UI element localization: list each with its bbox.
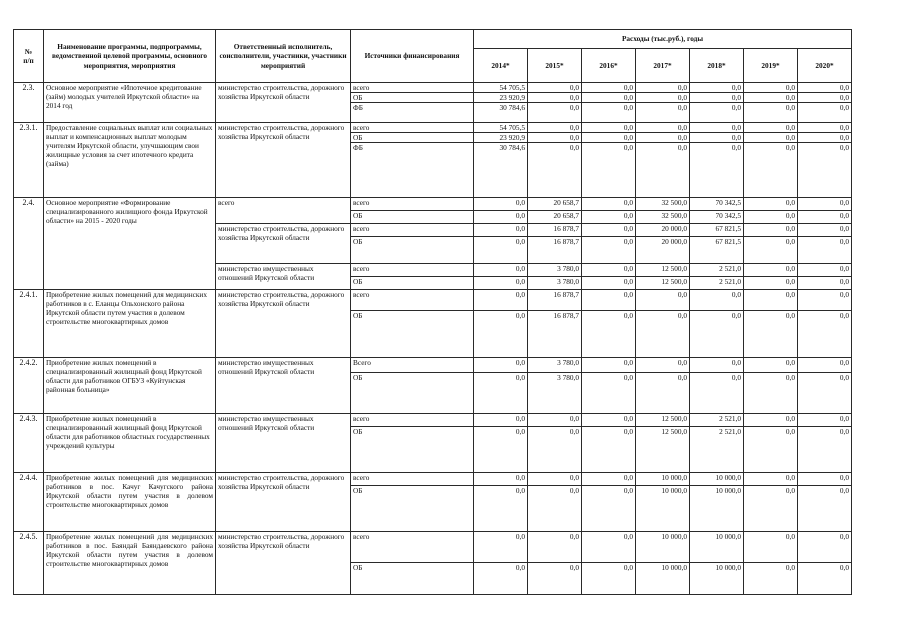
value-cell: 0,0	[798, 373, 852, 414]
value-cell: 10 000,0	[636, 563, 690, 595]
header-executor: Ответственный исполнитель, соисполнители, участники, участники мероприятий	[216, 30, 351, 83]
value-cell: 3 780,0	[528, 264, 582, 277]
value-cell: 0,0	[744, 311, 798, 358]
table-row	[14, 83, 852, 93]
value-cell: 0,0	[690, 133, 744, 143]
value-cell: 0,0	[798, 143, 852, 198]
value-cell: 0,0	[636, 103, 690, 123]
row-source: ОБ	[351, 427, 474, 473]
value-cell: 67 821,5	[690, 224, 744, 237]
row-source: ОБ	[351, 133, 474, 143]
value-cell: 32 500,0	[636, 211, 690, 224]
row-executor: министерство строительства, дорожного хозяйства Иркутской области	[216, 532, 351, 595]
row-source: ОБ	[351, 563, 474, 595]
table-row	[14, 473, 852, 486]
value-cell: 0,0	[582, 123, 636, 133]
row-source: всего	[351, 198, 474, 211]
row-code: 2.4.	[14, 198, 44, 290]
value-cell: 0,0	[474, 311, 528, 358]
value-cell: 0,0	[798, 427, 852, 473]
value-cell: 0,0	[582, 198, 636, 211]
header-year: 2014*	[474, 49, 528, 83]
row-name: Приобретение жилых помещений в специализированный жилищный фонд Иркутской области для работников областных государственных учреждений культуры	[44, 414, 216, 473]
row-source: ФБ	[351, 103, 474, 123]
value-cell: 0,0	[474, 264, 528, 277]
value-cell: 23 920,9	[474, 133, 528, 143]
value-cell: 2 521,0	[690, 264, 744, 277]
value-cell: 0,0	[744, 133, 798, 143]
value-cell: 16 878,7	[528, 311, 582, 358]
value-cell: 0,0	[474, 427, 528, 473]
value-cell: 0,0	[744, 427, 798, 473]
value-cell: 67 821,5	[690, 237, 744, 264]
table-row	[14, 123, 852, 133]
value-cell: 0,0	[744, 103, 798, 123]
header-year: 2020*	[798, 49, 852, 83]
table-row	[14, 414, 852, 427]
value-cell: 70 342,5	[690, 198, 744, 211]
value-cell: 0,0	[798, 83, 852, 93]
value-cell: 2 521,0	[690, 414, 744, 427]
value-cell: 2 521,0	[690, 277, 744, 290]
row-executor: министерство строительства, дорожного хозяйства Иркутской области	[216, 123, 351, 198]
value-cell: 0,0	[798, 133, 852, 143]
value-cell: 0,0	[474, 358, 528, 373]
value-cell: 0,0	[582, 290, 636, 311]
row-name: Приобретение жилых помещений в специализированный жилищный фонд Иркутской области для работников ОГБУЗ «Куйтунская районная больница»	[44, 358, 216, 414]
row-source: ОБ	[351, 373, 474, 414]
row-executor: министерство строительства, дорожного хозяйства Иркутской области	[216, 290, 351, 358]
value-cell: 0,0	[744, 143, 798, 198]
value-cell: 0,0	[690, 143, 744, 198]
row-source: ОБ	[351, 211, 474, 224]
value-cell: 0,0	[474, 414, 528, 427]
value-cell: 0,0	[474, 237, 528, 264]
value-cell: 0,0	[474, 473, 528, 486]
value-cell: 3 780,0	[528, 277, 582, 290]
value-cell: 0,0	[582, 563, 636, 595]
value-cell: 0,0	[798, 103, 852, 123]
value-cell: 0,0	[528, 473, 582, 486]
value-cell: 0,0	[798, 290, 852, 311]
value-cell: 0,0	[798, 237, 852, 264]
value-cell: 10 000,0	[636, 473, 690, 486]
row-executor: всего	[216, 198, 351, 224]
value-cell: 32 500,0	[636, 198, 690, 211]
value-cell: 0,0	[744, 563, 798, 595]
header-year: 2019*	[744, 49, 798, 83]
value-cell: 0,0	[528, 486, 582, 532]
value-cell: 12 500,0	[636, 427, 690, 473]
value-cell: 0,0	[636, 93, 690, 103]
value-cell: 0,0	[582, 103, 636, 123]
row-source: всего	[351, 224, 474, 237]
value-cell: 0,0	[582, 473, 636, 486]
table-row	[14, 198, 852, 211]
value-cell: 0,0	[690, 373, 744, 414]
header-year: 2017*	[636, 49, 690, 83]
table-row	[14, 290, 852, 311]
value-cell: 0,0	[690, 123, 744, 133]
value-cell: 0,0	[474, 277, 528, 290]
value-cell: 70 342,5	[690, 211, 744, 224]
value-cell: 0,0	[582, 237, 636, 264]
value-cell: 20 658,7	[528, 211, 582, 224]
value-cell: 0,0	[744, 198, 798, 211]
value-cell: 0,0	[528, 414, 582, 427]
value-cell: 0,0	[798, 414, 852, 427]
value-cell: 0,0	[528, 93, 582, 103]
value-cell: 0,0	[744, 93, 798, 103]
row-executor: министерство имущественных отношений Иркутской области	[216, 358, 351, 414]
value-cell: 0,0	[744, 358, 798, 373]
value-cell: 0,0	[474, 290, 528, 311]
value-cell: 0,0	[744, 237, 798, 264]
value-cell: 0,0	[744, 486, 798, 532]
value-cell: 0,0	[690, 290, 744, 311]
value-cell: 20 000,0	[636, 224, 690, 237]
value-cell: 0,0	[582, 486, 636, 532]
value-cell: 0,0	[528, 83, 582, 93]
value-cell: 10 000,0	[636, 486, 690, 532]
value-cell: 20 658,7	[528, 198, 582, 211]
table-header	[14, 30, 852, 83]
value-cell: 0,0	[690, 93, 744, 103]
value-cell: 0,0	[582, 414, 636, 427]
value-cell: 10 000,0	[690, 563, 744, 595]
header-year: 2015*	[528, 49, 582, 83]
value-cell: 0,0	[636, 373, 690, 414]
value-cell: 0,0	[744, 123, 798, 133]
header-num: № п/п	[14, 30, 44, 83]
value-cell: 3 780,0	[528, 358, 582, 373]
row-code: 2.3.1.	[14, 123, 44, 198]
value-cell: 0,0	[474, 563, 528, 595]
value-cell: 0,0	[582, 83, 636, 93]
value-cell: 0,0	[582, 143, 636, 198]
value-cell: 0,0	[528, 143, 582, 198]
value-cell: 0,0	[636, 143, 690, 198]
value-cell: 0,0	[474, 486, 528, 532]
value-cell: 54 705,5	[474, 123, 528, 133]
row-code: 2.4.4.	[14, 473, 44, 532]
row-name: Приобретение жилых помещений для медицинских работников в пос. Качуг Качугского района Иркутской области путем участия в долевом строительстве многоквартирных домов	[44, 473, 216, 532]
value-cell: 0,0	[798, 486, 852, 532]
value-cell: 0,0	[474, 211, 528, 224]
value-cell: 10 000,0	[690, 486, 744, 532]
row-source: всего	[351, 290, 474, 311]
row-source: всего	[351, 123, 474, 133]
row-source: ОБ	[351, 486, 474, 532]
value-cell: 0,0	[798, 277, 852, 290]
value-cell: 0,0	[474, 198, 528, 211]
value-cell: 10 000,0	[690, 532, 744, 563]
value-cell: 0,0	[636, 311, 690, 358]
value-cell: 0,0	[744, 211, 798, 224]
value-cell: 0,0	[690, 358, 744, 373]
value-cell: 0,0	[690, 103, 744, 123]
value-cell: 23 920,9	[474, 93, 528, 103]
budget-table	[13, 29, 852, 595]
value-cell: 0,0	[582, 264, 636, 277]
header-year: 2016*	[582, 49, 636, 83]
value-cell: 0,0	[582, 427, 636, 473]
value-cell: 16 878,7	[528, 224, 582, 237]
header-source: Источники финансирования	[351, 30, 474, 83]
value-cell: 0,0	[636, 358, 690, 373]
value-cell: 0,0	[636, 123, 690, 133]
value-cell: 0,0	[582, 532, 636, 563]
row-code: 2.3.	[14, 83, 44, 123]
value-cell: 0,0	[528, 123, 582, 133]
value-cell: 0,0	[582, 211, 636, 224]
row-executor: министерство строительства, дорожного хозяйства Иркутской области	[216, 224, 351, 264]
value-cell: 0,0	[582, 224, 636, 237]
value-cell: 0,0	[798, 123, 852, 133]
value-cell: 12 500,0	[636, 414, 690, 427]
row-name: Приобретение жилых помещений для медицинских работников в пос. Баяндай Баяндаевского района Иркутской области путем участия в долевом строительстве многоквартирных домов	[44, 532, 216, 595]
row-name: Основное мероприятие «Ипотечное кредитование (займ) молодых учителей Иркутской области» на 2014 год	[44, 83, 216, 123]
row-source: Всего	[351, 358, 474, 373]
value-cell: 0,0	[528, 103, 582, 123]
value-cell: 10 000,0	[636, 532, 690, 563]
value-cell: 0,0	[474, 373, 528, 414]
row-source: ОБ	[351, 93, 474, 103]
value-cell: 0,0	[744, 473, 798, 486]
value-cell: 0,0	[582, 358, 636, 373]
row-source: всего	[351, 532, 474, 563]
value-cell: 0,0	[798, 563, 852, 595]
value-cell: 0,0	[798, 211, 852, 224]
value-cell: 0,0	[528, 532, 582, 563]
value-cell: 10 000,0	[690, 473, 744, 486]
row-source: ФБ	[351, 143, 474, 198]
row-executor: министерство имущественных отношений Иркутской области	[216, 414, 351, 473]
value-cell: 12 500,0	[636, 277, 690, 290]
value-cell: 0,0	[582, 277, 636, 290]
value-cell: 0,0	[798, 93, 852, 103]
row-name: Предоставление социальных выплат или социальных выплат и компенсационных выплат молодым учителям Иркутской области, улучшающим свои жилищные условия за счет ипотечного кредита (займа)	[44, 123, 216, 198]
value-cell: 0,0	[798, 311, 852, 358]
value-cell: 0,0	[636, 133, 690, 143]
value-cell: 0,0	[798, 198, 852, 211]
row-source: всего	[351, 264, 474, 277]
row-code: 2.4.1.	[14, 290, 44, 358]
table-row	[14, 358, 852, 373]
value-cell: 0,0	[582, 373, 636, 414]
header-name: Наименование программы, подпрограммы, ведомственной целевой программы, основного мероприятия, мероприятия	[44, 30, 216, 83]
value-cell: 0,0	[636, 83, 690, 93]
value-cell: 0,0	[798, 358, 852, 373]
value-cell: 54 705,5	[474, 83, 528, 93]
value-cell: 0,0	[474, 224, 528, 237]
table-body	[14, 83, 852, 595]
header-expenses: Расходы (тыс.руб.), годы	[474, 30, 852, 49]
row-name: Приобретение жилых помещений для медицинских работников в с. Еланцы Ольхонского района Иркутской области путем участия в долевом строительстве многоквартирных домов	[44, 290, 216, 358]
value-cell: 30 784,6	[474, 143, 528, 198]
row-executor: министерство строительства, дорожного хозяйства Иркутской области	[216, 473, 351, 532]
value-cell: 0,0	[744, 290, 798, 311]
row-source: ОБ	[351, 277, 474, 290]
value-cell: 0,0	[744, 373, 798, 414]
value-cell: 0,0	[744, 277, 798, 290]
row-source: всего	[351, 414, 474, 427]
row-source: всего	[351, 473, 474, 486]
value-cell: 0,0	[798, 264, 852, 277]
value-cell: 0,0	[744, 83, 798, 93]
header-year: 2018*	[690, 49, 744, 83]
value-cell: 3 780,0	[528, 373, 582, 414]
row-code: 2.4.3.	[14, 414, 44, 473]
value-cell: 2 521,0	[690, 427, 744, 473]
row-source: ОБ	[351, 311, 474, 358]
value-cell: 30 784,6	[474, 103, 528, 123]
value-cell: 16 878,7	[528, 237, 582, 264]
value-cell: 0,0	[528, 427, 582, 473]
value-cell: 0,0	[798, 473, 852, 486]
value-cell: 0,0	[582, 93, 636, 103]
value-cell: 0,0	[636, 290, 690, 311]
value-cell: 0,0	[690, 83, 744, 93]
value-cell: 0,0	[474, 532, 528, 563]
row-source: всего	[351, 83, 474, 93]
value-cell: 0,0	[528, 563, 582, 595]
value-cell: 0,0	[744, 264, 798, 277]
value-cell: 20 000,0	[636, 237, 690, 264]
value-cell: 0,0	[744, 224, 798, 237]
value-cell: 0,0	[528, 133, 582, 143]
value-cell: 0,0	[798, 224, 852, 237]
value-cell: 0,0	[582, 311, 636, 358]
table-row	[14, 532, 852, 563]
row-executor: министерство имущественных отношений Иркутской области	[216, 264, 351, 290]
value-cell: 0,0	[744, 532, 798, 563]
row-code: 2.4.2.	[14, 358, 44, 414]
value-cell: 0,0	[690, 311, 744, 358]
value-cell: 16 878,7	[528, 290, 582, 311]
row-name: Основное мероприятие «Формирование специализированного жилищного фонда Иркутской области» на 2015 - 2020 годы	[44, 198, 216, 290]
row-source: ОБ	[351, 237, 474, 264]
value-cell: 0,0	[582, 133, 636, 143]
value-cell: 0,0	[798, 532, 852, 563]
value-cell: 0,0	[744, 414, 798, 427]
row-executor: министерство строительства, дорожного хозяйства Иркутской области	[216, 83, 351, 123]
row-code: 2.4.5.	[14, 532, 44, 595]
value-cell: 12 500,0	[636, 264, 690, 277]
